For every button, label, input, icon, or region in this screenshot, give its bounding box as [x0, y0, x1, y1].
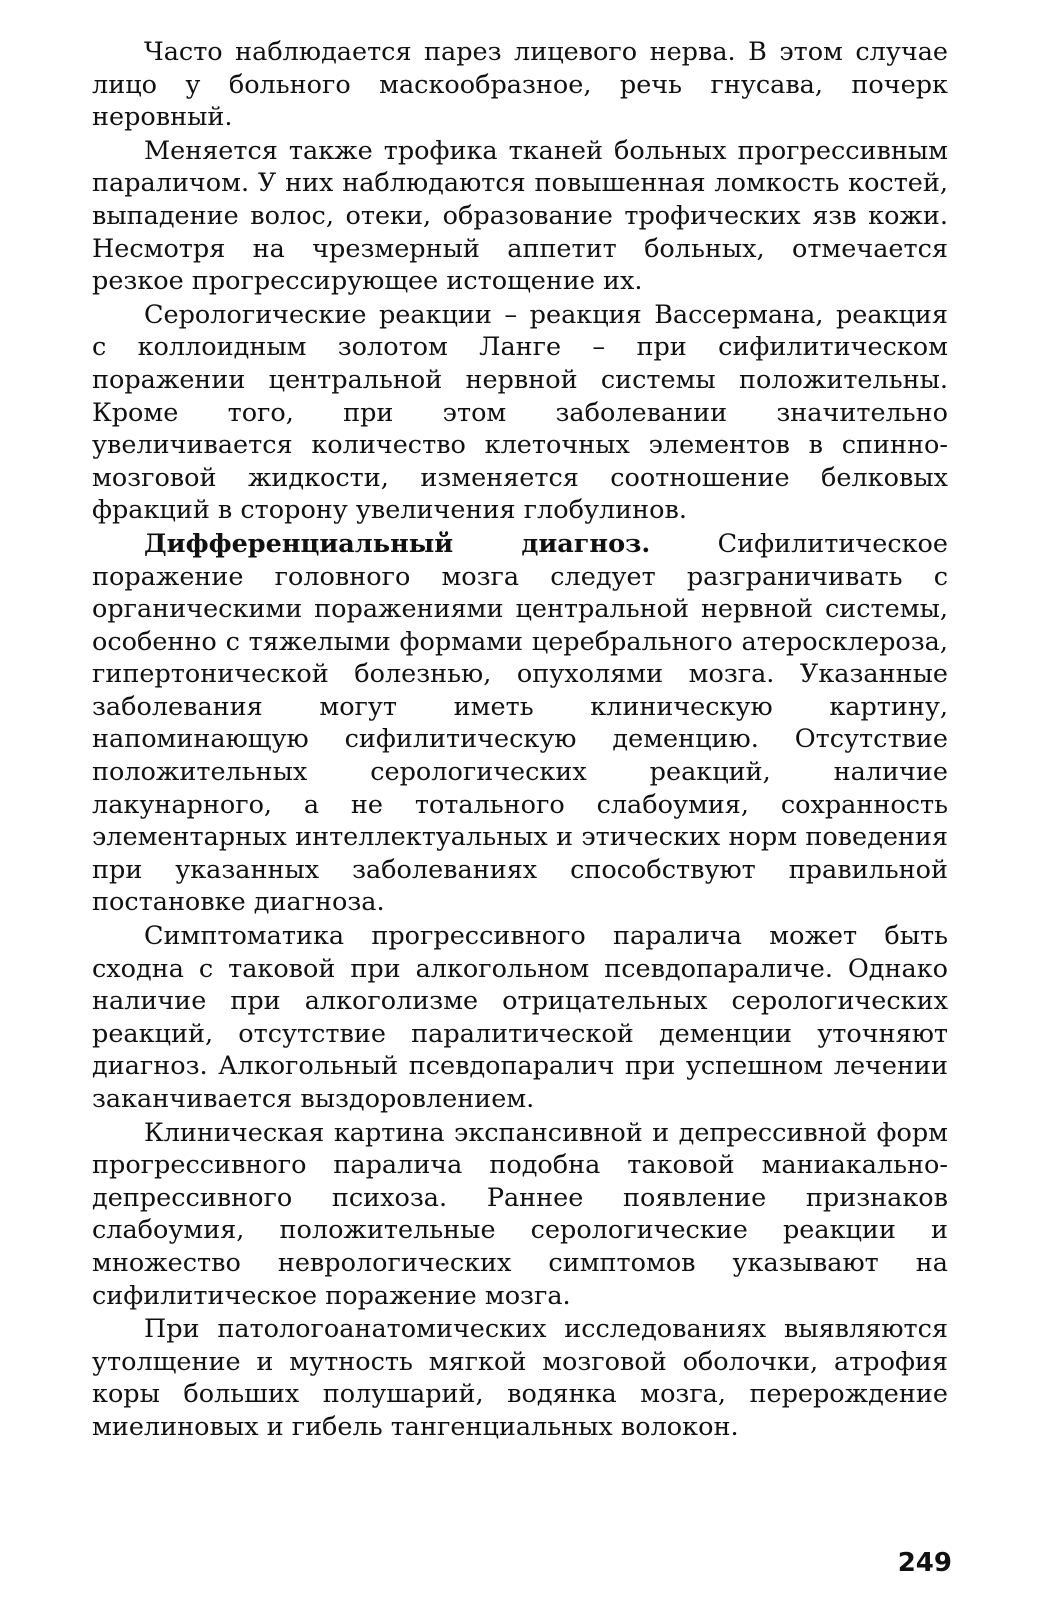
paragraph-lead-heading: Дифференциальный диагноз.	[144, 528, 651, 559]
paragraph-clinical-picture	[92, 1117, 948, 1313]
paragraph-pathology	[92, 1313, 948, 1443]
page-number: 249	[897, 1548, 952, 1578]
paragraph-text: Меняется также трофика тканей больных прогрессивным параличом. У них наблюдаются повышенная ломкость костей, выпадение волос, отеки, образование трофических язв кожи. Несмотря на чрезмерный аппетит больных, отмечается резкое прогрессирующее истощение их.	[92, 135, 948, 297]
paragraph-text: Сифилитическое поражение головного мозга следует разграничивать с органическими поражениями центральной нервной системы, особенно с тяжелыми формами церебрального атеросклероза, гипертонической болезнью, опухолями мозга. Указанные заболевания могут иметь клиническую картину, напоминающую сифилитическую деменцию. Отсутствие положительных серологических реакций, наличие лакунарного, а не тотального слабоумия, сохранность элементарных интеллектуальных и этических норм поведения при указанных заболеваниях способствуют правильной постановке диагноза.	[92, 528, 948, 918]
paragraph-text: Симптоматика прогрессивного паралича может быть сходна с таковой при алкогольном псевдопараличе. Однако наличие при алкоголизме отрицательных серологических реакций, отсутствие паралитической деменции уточняют диагноз. Алкогольный псевдопаралич при успешном лечении заканчивается выздоровлением.	[92, 921, 948, 1114]
paragraph-serology	[92, 299, 948, 527]
paragraph-differential-diagnosis	[92, 528, 948, 919]
page-body	[92, 36, 948, 1444]
paragraph-text: При патологоанатомических исследованиях выявляются утолщение и мутность мягкой мозговой оболочки, атрофия коры больших полушарий, водянка мозга, перерождение миелиновых и гибель тангенциальных волокон.	[92, 1314, 948, 1442]
paragraph-text: Часто наблюдается парез лицевого нерва. В этом случае лицо у больного маскообразное, речь гнусава, почерк неровный.	[92, 37, 948, 133]
paragraph-facial-nerve	[92, 36, 948, 134]
paragraph-trophism	[92, 135, 948, 298]
paragraph-alcoholic-pseudoparalysis	[92, 920, 948, 1116]
paragraph-text: Клиническая картина экспансивной и депрессивной форм прогрессивного паралича подобна таковой маниакально-депрессивного психоза. Раннее появление признаков слабоумия, положительные серологические реакции и множество неврологических симптомов указывают на сифилитическое поражение мозга.	[92, 1117, 948, 1311]
paragraph-text: Серологические реакции – реакция Вассермана, реакция с коллоидным золотом Ланге – при сифилитическом поражении центральной нервной системы положительны. Кроме того, при этом заболевании значительно увеличивается количество клеточных элементов в спинно-мозговой жидкости, изменяется соотношение белковых фракций в сторону увеличения глобулинов.	[92, 299, 948, 526]
